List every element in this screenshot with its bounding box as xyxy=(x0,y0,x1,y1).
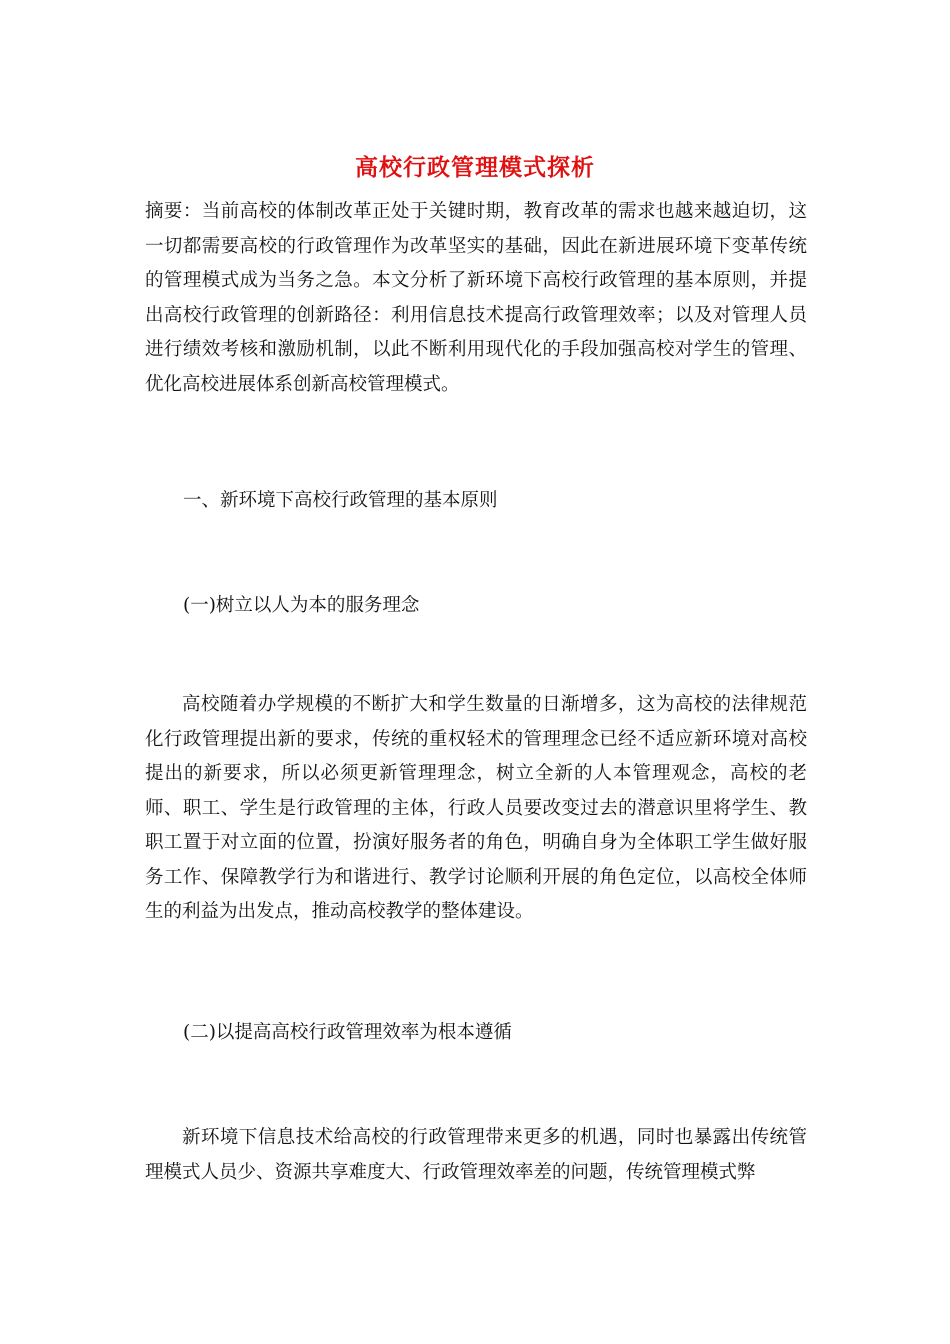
subsection-heading-2: (二)以提高高校行政管理效率为根本遵循 xyxy=(183,1022,512,1043)
body-paragraph-2: 新环境下信息技术给高校的行政管理带来更多的机遇，同时也暴露出传统管理模式人员少、资源共享难度大、行政管理效率差的问题，传统管理模式弊 xyxy=(145,1127,807,1183)
body-paragraph-1: 高校随着办学规模的不断扩大和学生数量的日渐增多，这为高校的法律规范化行政管理提出新的要求，传统的重权轻术的管理理念已经不适应新环境对高校提出的新要求，所以必须更新管理理念，树立全新的人本管理观念，高校的老师、职工、学生是行政管理的主体，行政人员要改变过去的潜意识里将学生、教职工置于对立面的位置，扮演好服务者的角色，明确自身为全体职工学生做好服务工作、保障教学行为和谐进行、教学讨论顺利开展的角色定位，以高校全体师生的利益为出发点，推动高校教学的整体建设。 xyxy=(145,694,807,922)
abstract-paragraph: 摘要：当前高校的体制改革正处于关键时期，教育改革的需求也越来越迫切，这一切都需要高校的行政管理作为改革坚实的基础，因此在新进展环境下变革传统的管理模式成为当务之急。本文分析了新环境下高校行政管理的基本原则，并提出高校行政管理的创新路径：利用信息技术提高行政管理效率；以及对管理人员进行绩效考核和激励机制，以此不断利用现代化的手段加强高校对学生的管理、优化高校进展体系创新高校管理模式。 xyxy=(145,201,807,395)
section-heading-1: 一、新环境下高校行政管理的基本原则 xyxy=(183,490,498,511)
subsection-heading-1: (一)树立以人为本的服务理念 xyxy=(183,595,420,616)
document-title: 高校行政管理模式探析 xyxy=(355,154,595,181)
